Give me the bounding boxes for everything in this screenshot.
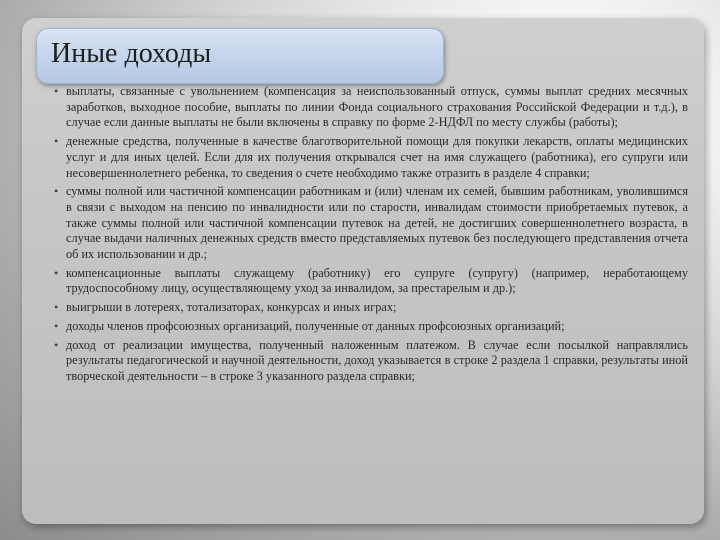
bullet-icon: •: [54, 318, 59, 333]
list-item-text: доход от реализации имущества, полученный наложенным платежом. В случае если посылкой направлялись результаты педагогической и научной деятельности, доход указывается в строке 2 раздела 1 справки, результаты иной творческой деятельности – в строке 3 указанного раздела справки;: [66, 337, 688, 383]
list-item: [52, 300, 688, 316]
bullet-icon: •: [54, 265, 59, 280]
list-item: [52, 338, 688, 385]
list-item: [52, 134, 688, 181]
bullet-list: [52, 84, 688, 388]
list-item-text: выплаты, связанные с увольнением (компенсация за неиспользованный отпуск, суммы выплат средних месячных заработков, выходное пособие, выплаты по линии Фонда социального страхования Российской Федерации и т.д.), в случае если данные выплаты не были включены в справку по форме 2-НДФЛ по месту службы (работы);: [66, 84, 688, 130]
list-item-text: доходы членов профсоюзных организаций, полученные от данных профсоюзных организаций;: [66, 318, 565, 333]
list-item: [52, 266, 688, 297]
list-item-text: денежные средства, полученные в качестве благотворительной помощи для покупки лекарств, оплаты медицинских услуг и для иных целей. Если для их получения открывался счет на имя служащего (работника), его супруги или несовершеннолетнего ребенка, то сведения о счете необходимо также отразить в разделе 4 справки;: [66, 134, 688, 180]
bullet-icon: •: [54, 300, 59, 315]
list-item: [52, 184, 688, 263]
bullet-icon: •: [54, 134, 59, 149]
slide-title: Иные доходы: [51, 38, 212, 69]
list-item-text: суммы полной или частичной компенсации работникам и (или) членам их семей, бывшим работникам, уволившимся в связи с выходом на пенсию по инвалидности или по старости, инвалидам стоимости приобретаемых путевок, а также суммы полной или частичной компенсации путевок на детей, не достигших совершеннолетнего возраста, в случае выдачи наличных денежных средств вместо представляемых путевок без последующего представления отчета об их использовании и др.;: [66, 184, 688, 262]
list-item-text: выигрыши в лотереях, тотализаторах, конкурсах и иных играх;: [66, 300, 397, 315]
list-item: [52, 84, 688, 131]
list-item-text: компенсационные выплаты служащему (работнику) его супруге (супругу) (например, неработающему трудоспособному лицу, осуществляющему уход за инвалидом, за престарелым и др.);: [66, 265, 688, 296]
bullet-icon: •: [54, 184, 59, 199]
title-bar: [36, 28, 444, 84]
list-item: [52, 319, 688, 335]
bullet-icon: •: [54, 84, 59, 98]
bullet-icon: •: [54, 337, 59, 352]
